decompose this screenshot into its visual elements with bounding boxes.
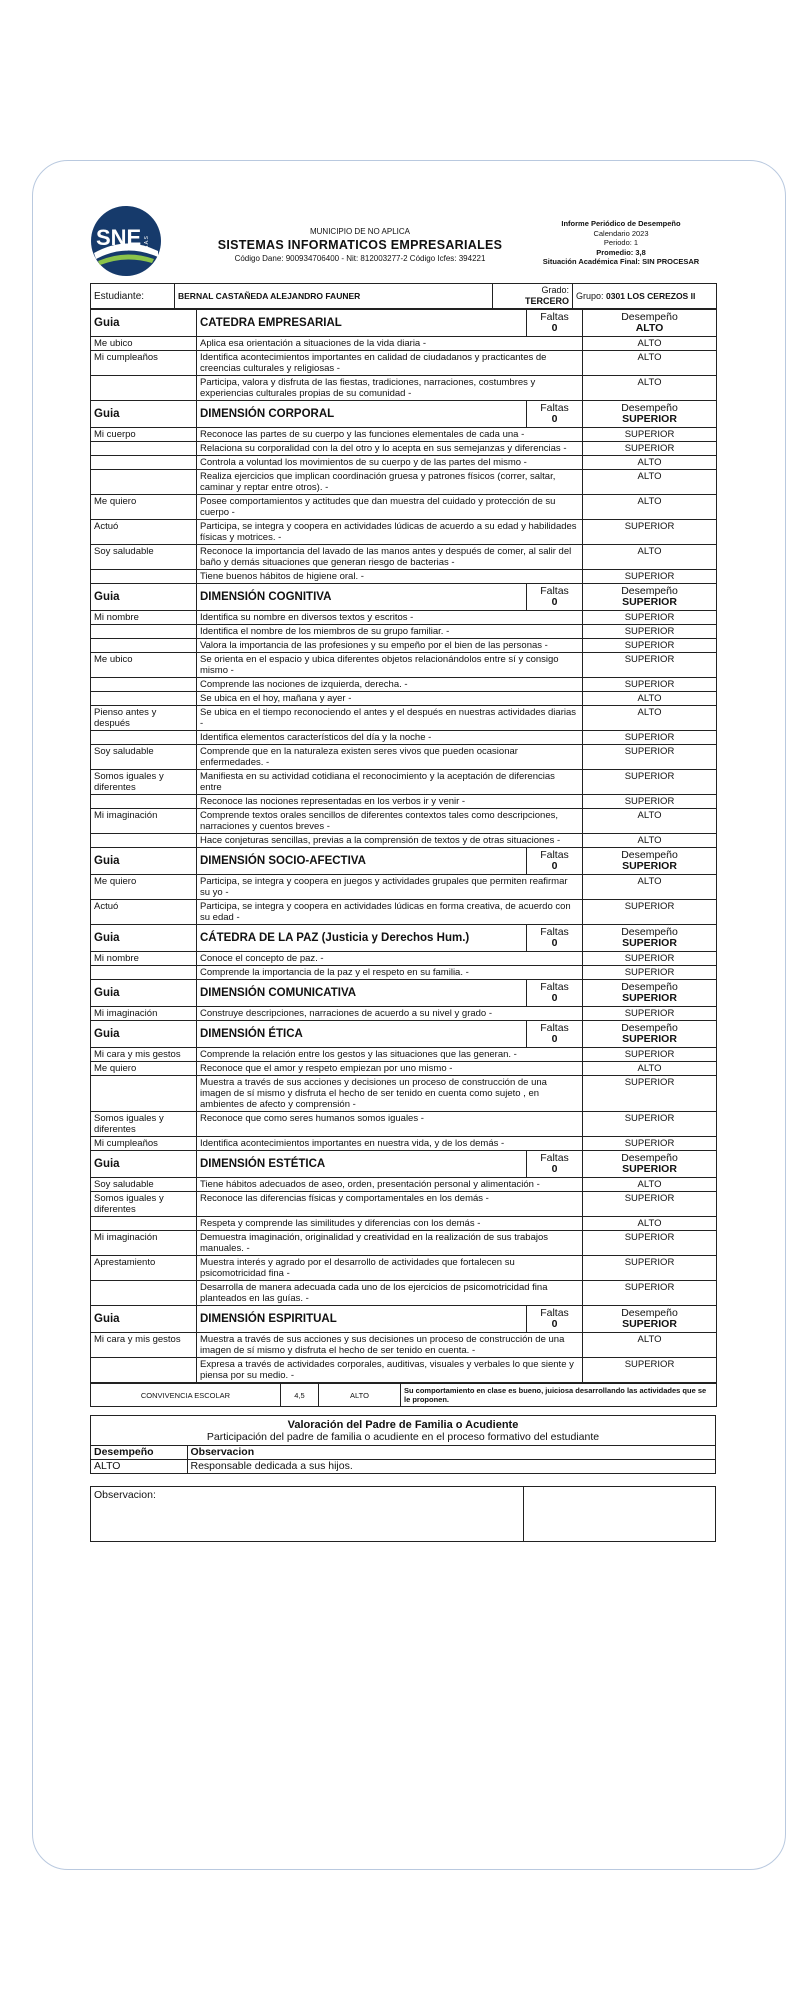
- achievement-grade: SUPERIOR: [583, 952, 717, 966]
- achievement-text: Desarrolla de manera adecuada cada uno de los ejercicios de psicomotricidad fina planteados en las guías. -: [197, 1281, 583, 1306]
- guia-cell: Mi cumpleaños: [91, 351, 197, 376]
- grade-row: [91, 625, 717, 639]
- guia-cell: Actuó: [91, 520, 197, 545]
- grade-row: [91, 495, 717, 520]
- achievement-text: Identifica acontecimientos importantes en nuestra vida, y de los demás -: [197, 1137, 583, 1151]
- desempeno-value: SUPERIOR: [622, 413, 677, 425]
- section-header-row: [91, 925, 717, 952]
- guia-cell: [91, 1076, 197, 1112]
- achievement-text: Manifiesta en su actividad cotidiana el reconocimiento y la aceptación de diferencias entre: [197, 770, 583, 795]
- guia-cell: Me quiero: [91, 495, 197, 520]
- guia-cell: Me ubico: [91, 653, 197, 678]
- guia-cell: Somos iguales y diferentes: [91, 1192, 197, 1217]
- guia-cell: Aprestamiento: [91, 1256, 197, 1281]
- desempeno-cell: [583, 980, 717, 1007]
- grade-row: [91, 376, 717, 401]
- section-header-row: [91, 1151, 717, 1178]
- achievement-text: Reconoce que como seres humanos somos iguales -: [197, 1112, 583, 1137]
- guia-cell: Mi cara y mis gestos: [91, 1048, 197, 1062]
- achievement-text: Reconoce las nociones representadas en los verbos ir y venir -: [197, 795, 583, 809]
- faltas-label: Faltas: [540, 1022, 569, 1034]
- grade-row: [91, 745, 717, 770]
- student-row-table: [90, 283, 717, 309]
- faltas-value: 0: [551, 937, 558, 949]
- student-name: BERNAL CASTAÑEDA ALEJANDRO FAUNER: [175, 284, 493, 309]
- guia-header: Guia: [91, 848, 197, 875]
- desempeno-cell: [583, 1021, 717, 1048]
- faltas-value: 0: [551, 992, 558, 1004]
- guia-cell: [91, 692, 197, 706]
- guia-cell: Me quiero: [91, 875, 197, 900]
- report-title: Informe Periódico de Desempeño: [561, 219, 681, 228]
- achievement-text: Aplica esa orientación a situaciones de la vida diaria -: [197, 337, 583, 351]
- guia-cell: [91, 639, 197, 653]
- guia-cell: [91, 834, 197, 848]
- desempeno-label: Desempeño: [621, 1307, 678, 1319]
- section-title: CATEDRA EMPRESARIAL: [197, 310, 527, 337]
- observation-box: [90, 1486, 716, 1542]
- parent-title: Valoración del Padre de Familia o Acudiente: [287, 1419, 519, 1431]
- parent-col-desempeno: Desempeño: [91, 1446, 187, 1460]
- achievement-grade: ALTO: [583, 337, 717, 351]
- achievement-grade: SUPERIOR: [583, 520, 717, 545]
- guia-header: Guia: [91, 925, 197, 952]
- section-header-row: [91, 1306, 717, 1333]
- achievement-grade: ALTO: [583, 376, 717, 401]
- grade-row: [91, 1192, 717, 1217]
- achievement-text: Reconoce las partes de su cuerpo y las funciones elementales de cada una -: [197, 428, 583, 442]
- guia-cell: [91, 376, 197, 401]
- achievement-grade: ALTO: [583, 809, 717, 834]
- calendar: Calendario 2023: [593, 228, 649, 238]
- achievement-text: Reconoce la importancia del lavado de las manos antes y después de comer, al salir del baño y demás situaciones que generan riesgo de bacterias -: [197, 545, 583, 570]
- report-sheet: [90, 205, 716, 1542]
- achievement-grade: SUPERIOR: [583, 678, 717, 692]
- achievement-text: Demuestra imaginación, originalidad y creatividad en la realización de sus trabajos manuales. -: [197, 1231, 583, 1256]
- desempeno-value: SUPERIOR: [622, 937, 677, 949]
- desempeno-label: Desempeño: [621, 402, 678, 414]
- section-header-row: [91, 1021, 717, 1048]
- institution-codes: Código Dane: 900934706400 - Nit: 812003277-2 Código Icfes: 394221: [234, 254, 486, 263]
- guia-header: Guia: [91, 1151, 197, 1178]
- achievement-grade: SUPERIOR: [583, 1076, 717, 1112]
- achievement-grade: SUPERIOR: [583, 442, 717, 456]
- period: Periodo: 1: [603, 238, 639, 247]
- faltas-label: Faltas: [540, 585, 569, 597]
- desempeno-label: Desempeño: [621, 849, 678, 861]
- achievement-text: Identifica el nombre de los miembros de su grupo familiar. -: [197, 625, 583, 639]
- guia-header: Guia: [91, 584, 197, 611]
- grade-row: [91, 570, 717, 584]
- guia-cell: Mi nombre: [91, 952, 197, 966]
- faltas-value: 0: [551, 860, 558, 872]
- desempeno-value: SUPERIOR: [622, 596, 677, 608]
- achievement-grade: SUPERIOR: [583, 1281, 717, 1306]
- achievement-grade: ALTO: [583, 456, 717, 470]
- guia-cell: Somos iguales y diferentes: [91, 1112, 197, 1137]
- guia-cell: Mi imaginación: [91, 1007, 197, 1021]
- achievement-text: Identifica elementos característicos del día y la noche -: [197, 731, 583, 745]
- section-header-row: [91, 401, 717, 428]
- desempeno-cell: [583, 925, 717, 952]
- achievement-grade: SUPERIOR: [583, 731, 717, 745]
- report-header: [90, 205, 716, 283]
- desempeno-value: ALTO: [635, 322, 664, 334]
- achievement-grade: SUPERIOR: [583, 1231, 717, 1256]
- grade-row: [91, 351, 717, 376]
- grade-row: [91, 470, 717, 495]
- faltas-value: 0: [551, 322, 558, 334]
- group-cell: [573, 284, 717, 309]
- grade-row: [91, 1112, 717, 1137]
- faltas-label: Faltas: [540, 849, 569, 861]
- grade-row: [91, 1048, 717, 1062]
- faltas-label: Faltas: [540, 1152, 569, 1164]
- guia-cell: Somos iguales y diferentes: [91, 770, 197, 795]
- school-logo-icon: [90, 205, 162, 277]
- achievement-grade: SUPERIOR: [583, 428, 717, 442]
- section-title: DIMENSIÓN COGNITIVA: [197, 584, 527, 611]
- guia-header: Guia: [91, 1306, 197, 1333]
- section-header-row: [91, 980, 717, 1007]
- faltas-cell: [527, 1306, 583, 1333]
- grade-row: [91, 653, 717, 678]
- grades-table: [90, 309, 717, 1383]
- achievement-text: Controla a voluntad los movimientos de su cuerpo y de las partes del mismo -: [197, 456, 583, 470]
- section-header-row: [91, 584, 717, 611]
- achievement-text: Relaciona su corporalidad con la del otro y lo acepta en sus semejanzas y diferencias -: [197, 442, 583, 456]
- desempeno-value: SUPERIOR: [622, 860, 677, 872]
- achievement-grade: ALTO: [583, 1333, 717, 1358]
- achievement-text: Muestra a través de sus acciones y sus decisiones un proceso de construcción de una imagen de sí mismo y disfruta el hecho de ser tenido en cuenta. -: [197, 1333, 583, 1358]
- achievement-text: Comprende que en la naturaleza existen seres vivos que pueden ocasionar enfermedades. -: [197, 745, 583, 770]
- convivencia-nivel: ALTO: [319, 1384, 401, 1407]
- desempeno-label: Desempeño: [621, 1152, 678, 1164]
- faltas-label: Faltas: [540, 402, 569, 414]
- achievement-text: Hace conjeturas sencillas, previas a la comprensión de textos y de otras situaciones -: [197, 834, 583, 848]
- section-title: DIMENSIÓN CORPORAL: [197, 401, 527, 428]
- achievement-text: Muestra a través de sus acciones y decisiones un proceso de construcción de una imagen de sí mismo y disfruta el hecho de ser tenido en cuenta como sujeto , en ambientes de afecto y comprensión -: [197, 1076, 583, 1112]
- achievement-grade: ALTO: [583, 545, 717, 570]
- achievement-grade: ALTO: [583, 470, 717, 495]
- achievement-text: Tiene buenos hábitos de higiene oral. -: [197, 570, 583, 584]
- convivencia-nota: 4,5: [281, 1384, 319, 1407]
- faltas-label: Faltas: [540, 1307, 569, 1319]
- achievement-grade: ALTO: [583, 706, 717, 731]
- grade-row: [91, 1217, 717, 1231]
- achievement-grade: ALTO: [583, 834, 717, 848]
- guia-cell: Soy saludable: [91, 1178, 197, 1192]
- achievement-text: Respeta y comprende las similitudes y diferencias con los demás -: [197, 1217, 583, 1231]
- section-title: DIMENSIÓN ESTÉTICA: [197, 1151, 527, 1178]
- grade-row: [91, 520, 717, 545]
- guia-cell: [91, 1281, 197, 1306]
- desempeno-cell: [583, 401, 717, 428]
- guia-cell: [91, 1217, 197, 1231]
- faltas-cell: [527, 1151, 583, 1178]
- achievement-text: Expresa a través de actividades corporales, auditivas, visuales y verbales lo que siente y piensa por su medio. -: [197, 1358, 583, 1383]
- achievement-text: Se ubica en el tiempo reconociendo el antes y el después en nuestras actividades diarias -: [197, 706, 583, 731]
- achievement-grade: SUPERIOR: [583, 795, 717, 809]
- convivencia-label: CONVIVENCIA ESCOLAR: [91, 1384, 281, 1407]
- desempeno-value: SUPERIOR: [622, 1033, 677, 1045]
- desempeno-cell: [583, 310, 717, 337]
- municipio: MUNICIPIO DE NO APLICA: [309, 227, 411, 236]
- achievement-text: Reconoce las diferencias físicas y comportamentales en los demás -: [197, 1192, 583, 1217]
- achievement-text: Comprende la importancia de la paz y el respeto en su familia. -: [197, 966, 583, 980]
- achievement-grade: SUPERIOR: [583, 639, 717, 653]
- desempeno-cell: [583, 584, 717, 611]
- guia-header: Guia: [91, 310, 197, 337]
- faltas-value: 0: [551, 1033, 558, 1045]
- section-header-row: [91, 310, 717, 337]
- section-header-row: [91, 848, 717, 875]
- guia-cell: Pienso antes y después: [91, 706, 197, 731]
- achievement-grade: SUPERIOR: [583, 1137, 717, 1151]
- guia-cell: [91, 456, 197, 470]
- achievement-grade: SUPERIOR: [583, 1192, 717, 1217]
- logo-letters: SNE: [96, 225, 142, 250]
- achievement-text: Posee comportamientos y actitudes que dan muestra del cuidado y protección de su cuerpo -: [197, 495, 583, 520]
- desempeno-value: SUPERIOR: [622, 1163, 677, 1175]
- achievement-text: Se ubica en el hoy, mañana y ayer -: [197, 692, 583, 706]
- desempeno-label: Desempeño: [621, 1022, 678, 1034]
- grade-row: [91, 692, 717, 706]
- section-title: DIMENSIÓN ESPIRITUAL: [197, 1306, 527, 1333]
- faltas-cell: [527, 584, 583, 611]
- desempeno-label: Desempeño: [621, 981, 678, 993]
- achievement-grade: ALTO: [583, 875, 717, 900]
- faltas-value: 0: [551, 413, 558, 425]
- guia-cell: Soy saludable: [91, 745, 197, 770]
- grade-row: [91, 1358, 717, 1383]
- achievement-text: Conoce el concepto de paz. -: [197, 952, 583, 966]
- guia-cell: Actuó: [91, 900, 197, 925]
- faltas-cell: [527, 925, 583, 952]
- faltas-label: Faltas: [540, 926, 569, 938]
- parent-desempeno: ALTO: [91, 1460, 187, 1474]
- achievement-grade: SUPERIOR: [583, 1358, 717, 1383]
- grade-row: [91, 678, 717, 692]
- achievement-text: Participa, se integra y coopera en actividades lúdicas de acuerdo a su edad y habilidades físicas y motrices. -: [197, 520, 583, 545]
- observation-label: Observacion:: [94, 1489, 156, 1501]
- grade-row: [91, 337, 717, 351]
- achievement-text: Realiza ejercicios que implican coordinación gruesa y patrones físicos (correr, saltar, caminar y reptar entre otros). -: [197, 470, 583, 495]
- grade-row: [91, 952, 717, 966]
- guia-cell: Mi imaginación: [91, 809, 197, 834]
- guia-cell: Mi cara y mis gestos: [91, 1333, 197, 1358]
- faltas-cell: [527, 848, 583, 875]
- faltas-value: 0: [551, 1318, 558, 1330]
- faltas-value: 0: [551, 596, 558, 608]
- group-value: 0301 LOS CEREZOS II: [606, 290, 696, 301]
- faltas-label: Faltas: [540, 311, 569, 323]
- guia-cell: Mi cumpleaños: [91, 1137, 197, 1151]
- achievement-grade: SUPERIOR: [583, 1048, 717, 1062]
- faltas-cell: [527, 1021, 583, 1048]
- section-title: DIMENSIÓN COMUNICATIVA: [197, 980, 527, 1007]
- guia-cell: [91, 731, 197, 745]
- guia-cell: [91, 625, 197, 639]
- guia-header: Guia: [91, 980, 197, 1007]
- grade-row: [91, 545, 717, 570]
- parent-evaluation: [90, 1415, 716, 1474]
- achievement-text: Reconoce que el amor y respeto empiezan por uno mismo -: [197, 1062, 583, 1076]
- guia-cell: Me quiero: [91, 1062, 197, 1076]
- grade-row: [91, 1076, 717, 1112]
- achievement-text: Identifica acontecimientos importantes en calidad de ciudadanos y practicantes de creencias culturales y religiosas -: [197, 351, 583, 376]
- grade-row: [91, 809, 717, 834]
- grade-value: TERCERO: [524, 296, 569, 306]
- achievement-text: Construye descripciones, narraciones de acuerdo a su nivel y grado -: [197, 1007, 583, 1021]
- faltas-cell: [527, 980, 583, 1007]
- guia-cell: Soy saludable: [91, 545, 197, 570]
- achievement-text: Comprende textos orales sencillos de diferentes contextos tales como descripciones, narraciones y cuentos breves -: [197, 809, 583, 834]
- guia-cell: [91, 966, 197, 980]
- convivencia-table: [90, 1383, 717, 1407]
- achievement-text: Comprende las nociones de izquierda, derecha. -: [197, 678, 583, 692]
- logo-sub: S.A.S: [144, 236, 150, 249]
- grade-row: [91, 770, 717, 795]
- desempeno-value: SUPERIOR: [622, 992, 677, 1004]
- grade-row: [91, 834, 717, 848]
- grade-row: [91, 1333, 717, 1358]
- achievement-text: Identifica su nombre en diversos textos y escritos -: [197, 611, 583, 625]
- grade-row: [91, 428, 717, 442]
- report-info: [526, 219, 716, 267]
- achievement-text: Tiene hábitos adecuados de aseo, orden, presentación personal y alimentación -: [197, 1178, 583, 1192]
- parent-subtitle: Participación del padre de familia o acudiente en el proceso formativo del estudiante: [206, 1431, 600, 1443]
- faltas-cell: [527, 310, 583, 337]
- grade-row: [91, 639, 717, 653]
- desempeno-value: SUPERIOR: [622, 1318, 677, 1330]
- achievement-text: Participa, se integra y coopera en juegos y actividades grupales que permiten reafirmar su yo -: [197, 875, 583, 900]
- guia-cell: [91, 570, 197, 584]
- faltas-label: Faltas: [540, 981, 569, 993]
- grade-row: [91, 1178, 717, 1192]
- achievement-grade: SUPERIOR: [583, 966, 717, 980]
- section-title: CÁTEDRA DE LA PAZ (Justicia y Derechos Hum.): [197, 925, 527, 952]
- parent-col-observacion: Observacion: [187, 1446, 715, 1460]
- academic-status: Situación Académica Final: SIN PROCESAR: [542, 257, 700, 266]
- faltas-cell: [527, 401, 583, 428]
- desempeno-cell: [583, 1306, 717, 1333]
- achievement-grade: SUPERIOR: [583, 745, 717, 770]
- guia-cell: Mi cuerpo: [91, 428, 197, 442]
- faltas-value: 0: [551, 1163, 558, 1175]
- grade-row: [91, 442, 717, 456]
- guia-cell: Mi imaginación: [91, 1231, 197, 1256]
- achievement-text: Comprende la relación entre los gestos y las situaciones que las generan. -: [197, 1048, 583, 1062]
- achievement-grade: SUPERIOR: [583, 900, 717, 925]
- student-label: Estudiante:: [91, 284, 175, 309]
- grade-row: [91, 611, 717, 625]
- grade-label: Grado:: [541, 285, 569, 295]
- observation-divider: [523, 1487, 524, 1541]
- achievement-grade: SUPERIOR: [583, 1007, 717, 1021]
- grade-row: [91, 900, 717, 925]
- section-title: DIMENSIÓN SOCIO-AFECTIVA: [197, 848, 527, 875]
- achievement-grade: ALTO: [583, 495, 717, 520]
- guia-header: Guia: [91, 1021, 197, 1048]
- guia-cell: [91, 470, 197, 495]
- average: Promedio: 3,8: [596, 247, 646, 257]
- grade-row: [91, 1062, 717, 1076]
- achievement-grade: SUPERIOR: [583, 1112, 717, 1137]
- achievement-text: Muestra interés y agrado por el desarrollo de actividades que fortalecen su psicomotricidad fina -: [197, 1256, 583, 1281]
- convivencia-comment: Su comportamiento en clase es bueno, juiciosa desarrollando las actividades que se le proponen.: [401, 1384, 717, 1407]
- achievement-text: Participa, se integra y coopera en actividades lúdicas en forma creativa, de acuerdo con su edad -: [197, 900, 583, 925]
- grade-row: [91, 1007, 717, 1021]
- institution-name: SISTEMAS INFORMATICOS EMPRESARIALES: [217, 238, 503, 252]
- guia-cell: [91, 1358, 197, 1383]
- grade-row: [91, 706, 717, 731]
- grade-row: [91, 1137, 717, 1151]
- group-label: Grupo:: [576, 290, 604, 301]
- desempeno-label: Desempeño: [621, 311, 678, 323]
- grade-row: [91, 795, 717, 809]
- parent-observacion: Responsable dedicada a sus hijos.: [187, 1460, 715, 1474]
- achievement-grade: ALTO: [583, 692, 717, 706]
- guia-cell: Mi nombre: [91, 611, 197, 625]
- guia-cell: [91, 442, 197, 456]
- grade-row: [91, 875, 717, 900]
- achievement-text: Se orienta en el espacio y ubica diferentes objetos relacionándolos entre sí y consigo mismo -: [197, 653, 583, 678]
- grade-row: [91, 1231, 717, 1256]
- achievement-grade: ALTO: [583, 351, 717, 376]
- guia-cell: Me ubico: [91, 337, 197, 351]
- guia-cell: [91, 678, 197, 692]
- institution-block: [210, 227, 510, 263]
- grade-row: [91, 966, 717, 980]
- grade-row: [91, 731, 717, 745]
- desempeno-label: Desempeño: [621, 585, 678, 597]
- guia-header: Guia: [91, 401, 197, 428]
- achievement-grade: SUPERIOR: [583, 625, 717, 639]
- grade-row: [91, 1256, 717, 1281]
- achievement-grade: ALTO: [583, 1062, 717, 1076]
- guia-cell: [91, 795, 197, 809]
- desempeno-cell: [583, 848, 717, 875]
- achievement-grade: SUPERIOR: [583, 611, 717, 625]
- grade-cell: [493, 284, 573, 309]
- achievement-grade: SUPERIOR: [583, 570, 717, 584]
- achievement-grade: ALTO: [583, 1178, 717, 1192]
- achievement-grade: SUPERIOR: [583, 653, 717, 678]
- achievement-grade: ALTO: [583, 1217, 717, 1231]
- parent-table: [91, 1445, 715, 1473]
- grade-row: [91, 1281, 717, 1306]
- section-title: DIMENSIÓN ÉTICA: [197, 1021, 527, 1048]
- desempeno-label: Desempeño: [621, 926, 678, 938]
- grade-row: [91, 456, 717, 470]
- desempeno-cell: [583, 1151, 717, 1178]
- achievement-text: Valora la importancia de las profesiones y su empeño por el bien de las personas -: [197, 639, 583, 653]
- achievement-text: Participa, valora y disfruta de las fiestas, tradiciones, narraciones, costumbres y experiencias culturales propias de su comunidad -: [197, 376, 583, 401]
- achievement-grade: SUPERIOR: [583, 770, 717, 795]
- achievement-grade: SUPERIOR: [583, 1256, 717, 1281]
